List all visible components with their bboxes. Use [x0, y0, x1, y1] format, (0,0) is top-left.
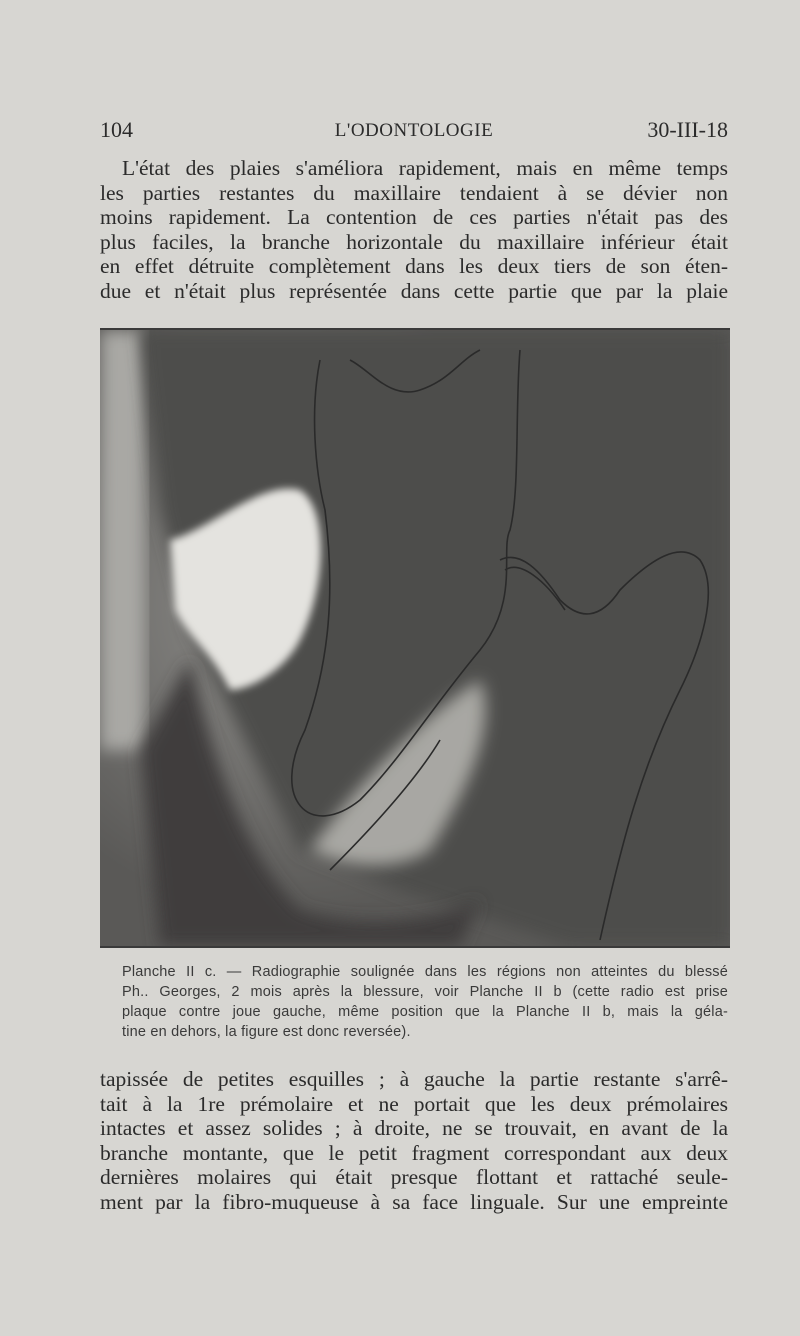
page-number: 104	[100, 117, 133, 142]
caption-line: Ph.. Georges, 2 mois après la blessure, voir Planche II b (cette radio est prise	[122, 984, 728, 1000]
paragraph-top	[100, 156, 728, 304]
text-line: tait à la 1re prémolaire et ne portait que les deux prémolaires	[100, 1091, 728, 1116]
text-line: moins rapidement. La contention de ces parties n'était pas des	[100, 205, 728, 230]
text-line: tapissée de petites esquilles ; à gauche la partie restante s'arrê-	[100, 1067, 728, 1091]
text-line: intactes et assez solides ; à droite, ne se trouvait, en avant de la	[100, 1116, 728, 1141]
text-line: les parties restantes du maxillaire tendaient à se dévier non	[100, 180, 728, 205]
text-line: branche montante, que le petit fragment correspondant aux deux	[100, 1140, 728, 1165]
issue-date: 30-III-18	[647, 117, 728, 142]
text-line: due et n'était plus représentée dans cette partie que par la plaie	[100, 278, 728, 303]
text-line: L'état des plaies s'améliora rapidement, mais en même temps	[122, 156, 728, 180]
running-header	[100, 117, 728, 147]
text-line: en effet détruite complètement dans les deux tiers de son éten-	[100, 254, 728, 279]
paragraph-bottom	[100, 1067, 728, 1215]
text-line: dernières molaires qui était presque flottant et rattaché seule-	[100, 1165, 728, 1190]
figure-caption	[100, 962, 730, 1042]
radiograph-plate	[100, 328, 730, 948]
caption-line: Planche II c. — Radiographie soulignée dans les régions non atteintes du blessé	[122, 964, 728, 980]
caption-line: tine en dehors, la figure est donc reversée).	[122, 1024, 411, 1040]
radiograph-image	[100, 330, 730, 946]
text-line: ment par la fibro-muqueuse à sa face linguale. Sur une empreinte	[100, 1189, 728, 1214]
text-line: plus faciles, la branche horizontale du maxillaire inférieur était	[100, 229, 728, 254]
caption-line: plaque contre joue gauche, même position que la Planche II b, mais la géla-	[122, 1004, 728, 1020]
journal-title: L'ODONTOLOGIE	[334, 120, 494, 141]
